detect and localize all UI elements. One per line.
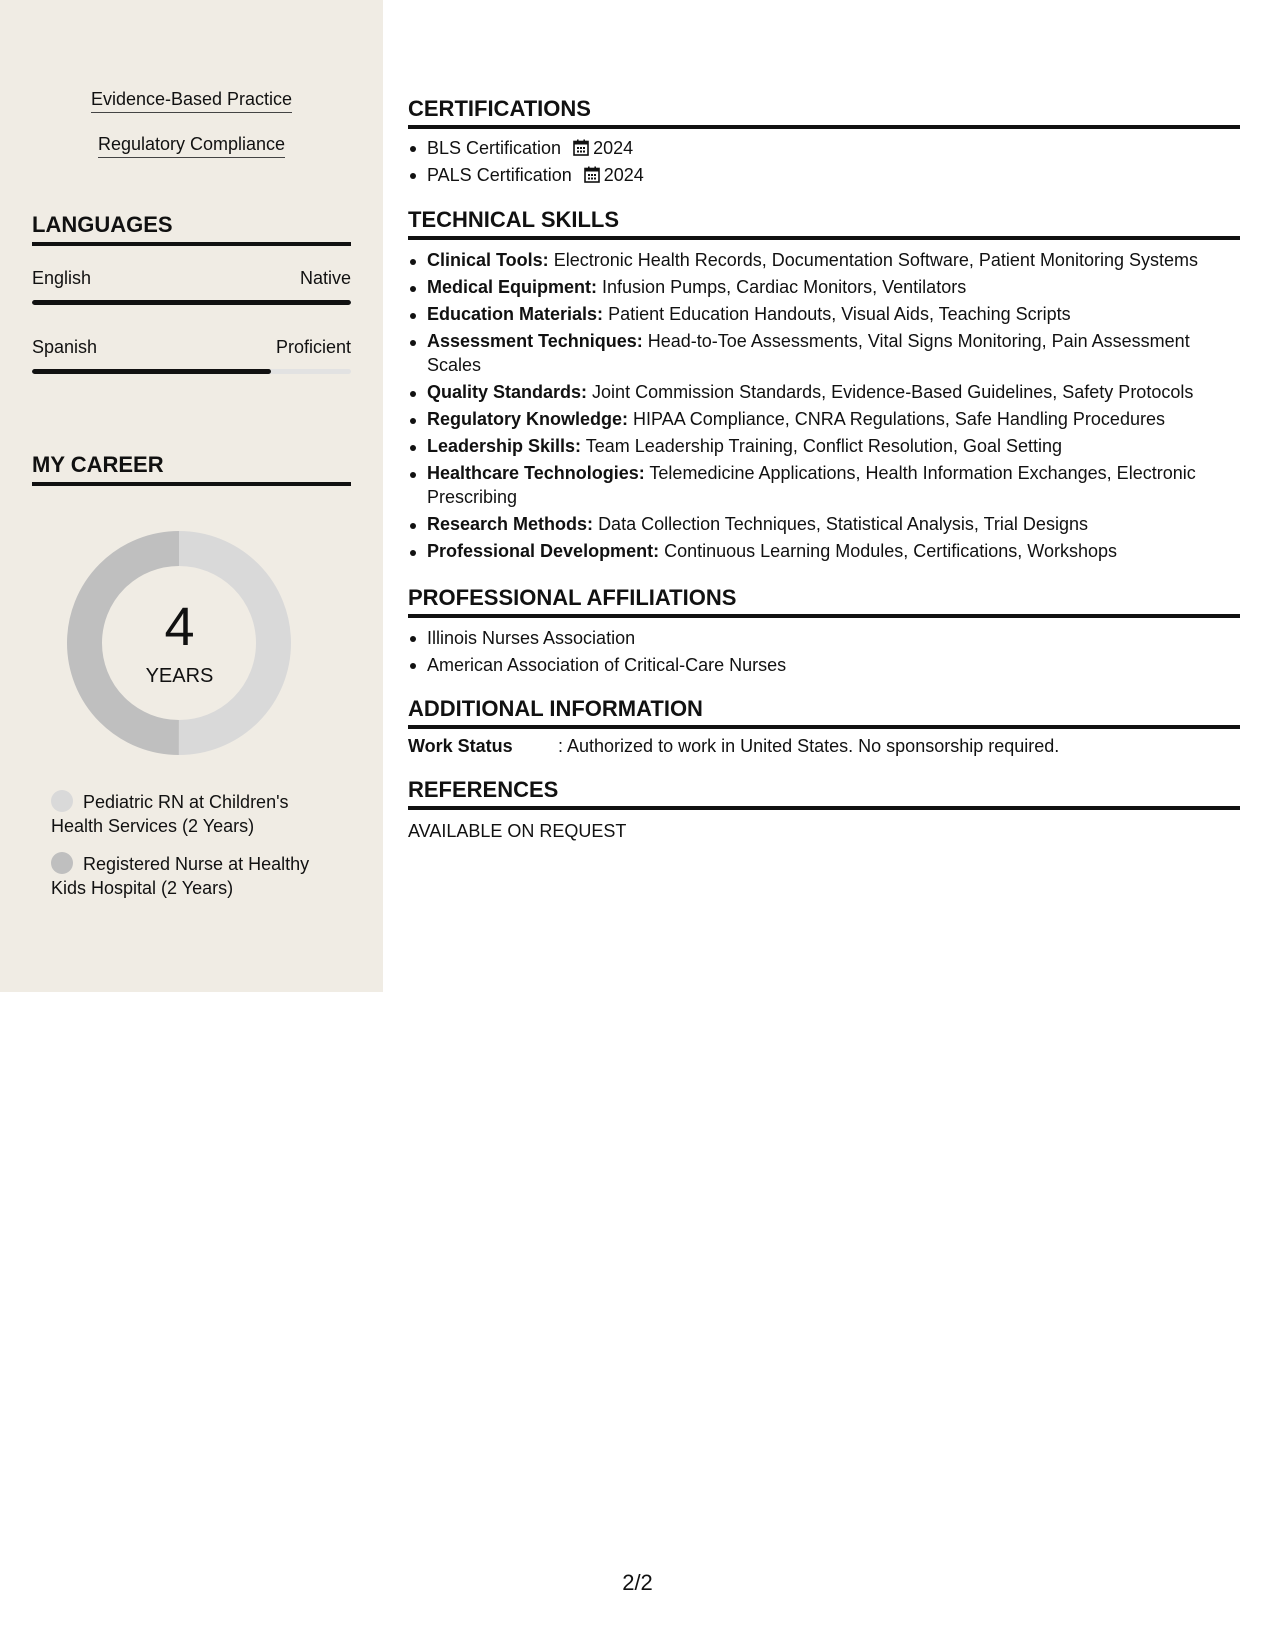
work-status-label: Work Status [408, 736, 513, 756]
certifications-heading: CERTIFICATIONS [408, 96, 1240, 129]
additional-info-heading: ADDITIONAL INFORMATION [408, 696, 1240, 729]
career-legend-dot [51, 852, 73, 874]
technical-skill-item: Research Methods: Data Collection Techniques, Statistical Analysis, Trial Designs [408, 512, 1240, 536]
page-number: 2/2 [622, 1570, 653, 1595]
technical-skill-item: Quality Standards: Joint Commission Standards, Evidence-Based Guidelines, Safety Protocols [408, 380, 1240, 404]
certification-item: BLS Certification 2024 [408, 135, 1240, 162]
affiliations-list [408, 625, 1240, 679]
sidebar [0, 0, 383, 992]
technical-skill-item: Leadership Skills: Team Leadership Training, Conflict Resolution, Goal Setting [408, 434, 1240, 458]
career-years-label: YEARS [145, 665, 214, 687]
technical-skills-list [408, 248, 1240, 566]
technical-skill-item: Clinical Tools: Electronic Health Records, Documentation Software, Patient Monitoring Systems [408, 248, 1240, 272]
technical-skill-item: Healthcare Technologies: Telemedicine Applications, Health Information Exchanges, Electronic Prescribing [408, 461, 1240, 509]
language-level: Proficient [275, 337, 351, 357]
technical-skill-item: Medical Equipment: Infusion Pumps, Cardiac Monitors, Ventilators [408, 275, 1240, 299]
calendar-icon [573, 139, 589, 156]
career-years-number: 4 [164, 597, 195, 657]
language-row [32, 268, 351, 289]
calendar-icon [584, 166, 600, 183]
language-row [32, 337, 351, 358]
affiliations-heading: PROFESSIONAL AFFILIATIONS [408, 585, 1240, 618]
language-proficiency-bar [32, 300, 351, 305]
skill-tag: Evidence-Based Practice [0, 89, 383, 113]
certification-item: PALS Certification 2024 [408, 162, 1240, 189]
references-text: AVAILABLE ON REQUEST [408, 821, 627, 841]
work-status-row [408, 736, 1240, 757]
language-name: Spanish [32, 337, 98, 357]
career-item: Pediatric RN at Children's Health Services (2 Years) [51, 792, 289, 836]
language-name: English [32, 268, 92, 288]
technical-skill-item: Education Materials: Patient Education Handouts, Visual Aids, Teaching Scripts [408, 302, 1240, 326]
technical-skill-item: Professional Development: Continuous Learning Modules, Certifications, Workshops [408, 539, 1240, 563]
language-proficiency-fill [32, 369, 271, 374]
technical-skill-item: Regulatory Knowledge: HIPAA Compliance, CNRA Regulations, Safe Handling Procedures [408, 407, 1240, 431]
language-proficiency-fill [32, 300, 351, 305]
technical-skill-item: Assessment Techniques: Head-to-Toe Assessments, Vital Signs Monitoring, Pain Assessment Scales [408, 329, 1240, 377]
technical-skills-heading: TECHNICAL SKILLS [408, 207, 1240, 240]
work-status-value: : Authorized to work in United States. No sponsorship required. [558, 736, 1060, 756]
language-level: Native [299, 268, 351, 288]
languages-heading: LANGUAGES [32, 212, 351, 246]
affiliation-item: American Association of Critical-Care Nurses [408, 652, 1240, 679]
career-heading: MY CAREER [32, 452, 351, 486]
skill-tag: Regulatory Compliance [0, 134, 383, 158]
career-item: Registered Nurse at Healthy Kids Hospital (2 Years) [51, 854, 310, 898]
affiliation-item: Illinois Nurses Association [408, 625, 1240, 652]
certifications-list [408, 135, 1240, 189]
language-proficiency-bar [32, 369, 351, 374]
career-legend-dot [51, 790, 73, 812]
references-heading: REFERENCES [408, 777, 1240, 810]
